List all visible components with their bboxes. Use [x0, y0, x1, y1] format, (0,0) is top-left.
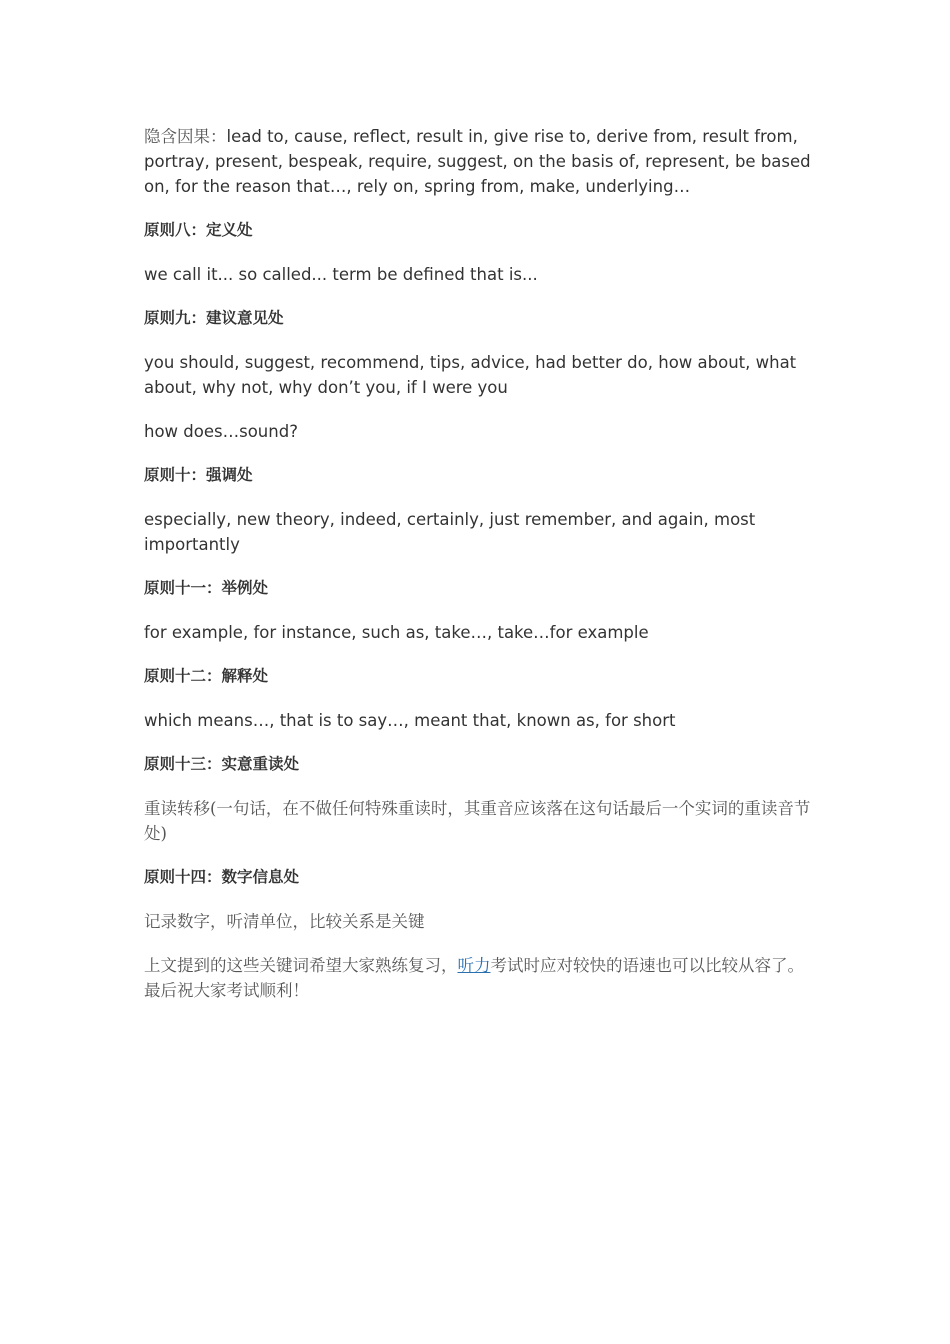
principle-8-heading: 原则八：定义处 [144, 221, 253, 239]
principle-9-text: you should, suggest, recommend, tips, advice, had better do, how about, what about, why not, why don’t you, if I were you [144, 353, 797, 397]
implicit-cause-paragraph [144, 124, 812, 199]
principle-9-text-2: how does…sound? [144, 422, 298, 441]
principle-12-text: which means…, that is to say…, meant that, known as, for short [144, 711, 676, 730]
closing-text-start: 上文提到的这些关键词希望大家熟练复习， [144, 956, 458, 975]
principle-13-text: 重读转移(一句话，在不做任何特殊重读时，其重音应该落在这句话最后一个实词的重读音节处) [144, 799, 811, 843]
closing-paragraph [144, 953, 812, 1003]
listening-link[interactable]: 听力 [457, 956, 491, 975]
principle-13-heading: 原则十三：实意重读处 [144, 755, 300, 773]
implicit-cause-text: lead to, cause, reflect, result in, give rise to, derive from, result from, portray, present, bespeak, require, suggest, on the basis of, represent, be based on, for the reason that…, rely on, spring from, make, underlying… [144, 127, 811, 196]
implicit-cause-label: 隐含因果： [144, 127, 227, 146]
closing-text-end: 考试时应对较快的语速也可以比较从容了。最后祝大家考试顺利！ [144, 956, 804, 1000]
principle-14-text: 记录数字，听清单位，比较关系是关键 [144, 912, 425, 931]
principle-11-text: for example, for instance, such as, take…, take…for example [144, 623, 649, 642]
principle-10-heading: 原则十：强调处 [144, 466, 253, 484]
principle-9-heading: 原则九：建议意见处 [144, 309, 284, 327]
principle-8-text: we call it... so called... term be defined that is... [144, 265, 538, 284]
principle-10-text: especially, new theory, indeed, certainly, just remember, and again, most importantly [144, 510, 756, 554]
principle-12-heading: 原则十二：解释处 [144, 667, 269, 685]
principle-11-heading: 原则十一：举例处 [144, 579, 269, 597]
document-body [144, 124, 812, 1022]
principle-14-heading: 原则十四：数字信息处 [144, 868, 300, 886]
